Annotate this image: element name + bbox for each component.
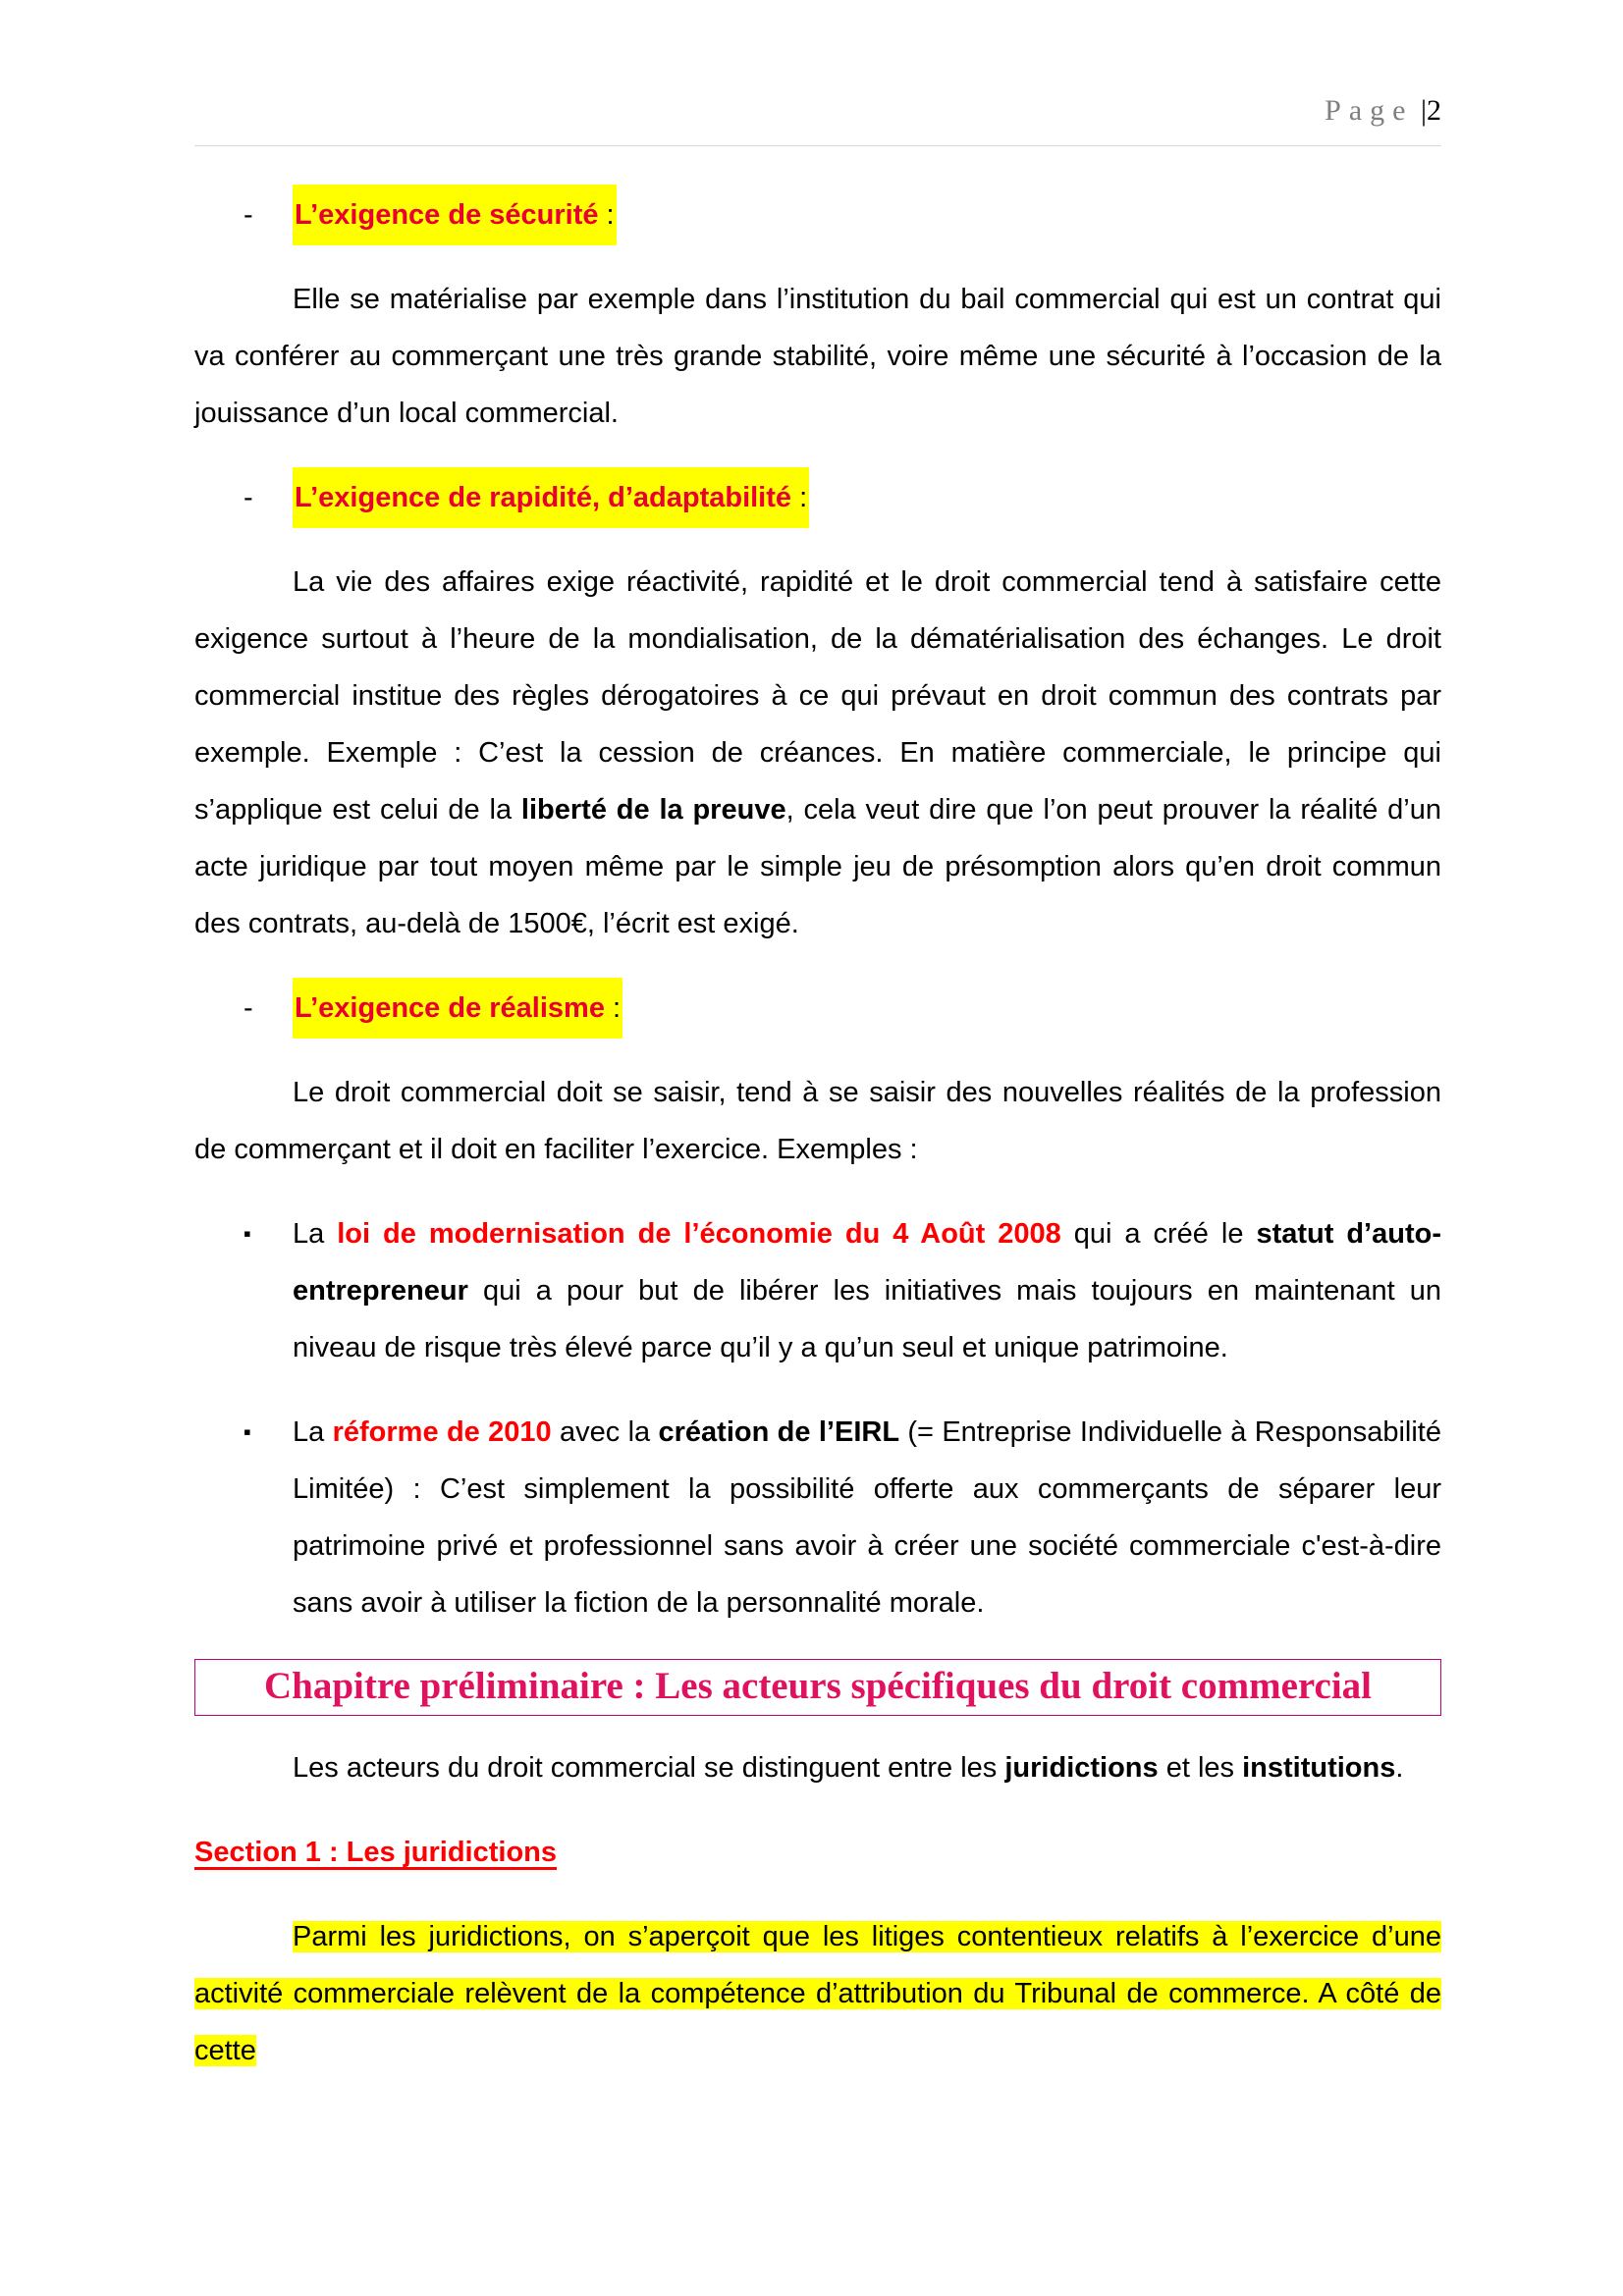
paragraph-juridictions	[194, 1908, 1441, 2079]
text-run: La	[293, 1416, 333, 1448]
heading-title: L’exigence de réalisme	[295, 992, 605, 1024]
page-separator: |	[1420, 94, 1427, 127]
section-title: Section 1 : Les juridictions	[194, 1837, 558, 1868]
text-run: La vie des affaires exige réactivité, rapidité et le droit commercial tend à satisfaire cette exigence surtout à l’heure de la mondialisation, de la dématérialisation des échanges. Le droit commercial institue des règles dérogatoires à ce qui prévaut en droit commun des contrats par exemple. Exemple : C’est la cession de créances. En matière commerciale, le principe qui s’applique est celui de la	[194, 566, 1441, 826]
heading-title: L’exigence de rapidité, d’adaptabilité	[295, 482, 792, 513]
text-run: .	[1395, 1752, 1404, 1784]
bullet-text	[293, 1404, 1441, 1631]
red-term: réforme de 2010	[332, 1416, 552, 1448]
bullet-square-icon: ▪	[243, 1419, 251, 1444]
heading-highlight	[293, 978, 622, 1039]
text-run: Les acteurs du droit commercial se distinguent entre les	[293, 1752, 1005, 1784]
text-run: La	[293, 1218, 338, 1250]
bullet-item-loi-2008	[194, 1205, 1441, 1376]
text-run: qui a créé le	[1060, 1218, 1257, 1250]
heading-rapidite	[194, 469, 1441, 526]
page-number: 2	[1427, 94, 1441, 127]
bold-term: statut d’auto-entrepreneur	[293, 1218, 1441, 1307]
heading-highlight	[293, 467, 809, 528]
paragraph-realisme: Le droit commercial doit se saisir, tend à se saisir des nouvelles réalités de la profession de commerçant et il doit en faciliter l’exercice. Exemples :	[194, 1077, 1441, 1165]
bold-term: création de l’EIRL	[658, 1416, 900, 1448]
heading-dash: -	[243, 199, 253, 231]
heading-suffix: :	[791, 482, 808, 513]
heading-dash: -	[243, 482, 253, 513]
text-run: avec la	[551, 1416, 659, 1448]
paragraph-securite: Elle se matérialise par exemple dans l’institution du bail commercial qui est un contrat qui va conférer au commerçant une très grande stabilité, voire même une sécurité à l’occasion de la jouissance d’un local commercial.	[194, 284, 1441, 429]
heading-suffix: :	[604, 992, 622, 1024]
page-header	[194, 94, 1441, 146]
highlighted-text: Parmi les juridictions, on s’aperçoit que les litiges contentieux relatifs à l’exercice d’une activité commerciale relèvent de la compétence d’attribution du Tribunal de commerce. A côté de cette	[194, 1921, 1441, 2066]
bullet-text	[293, 1205, 1441, 1376]
heading-dash: -	[243, 992, 253, 1024]
bold-term: liberté de la preuve	[520, 794, 786, 826]
paragraph-acteurs	[194, 1739, 1441, 1796]
text-run: et les	[1158, 1752, 1243, 1784]
heading-realisme	[194, 980, 1441, 1037]
heading-suffix: :	[598, 199, 615, 231]
bullet-square-icon: ▪	[243, 1221, 251, 1246]
text-run: (= Entreprise Individuelle à Responsabilité Limitée) : C’est simplement la possibilité offerte aux commerçants de séparer leur patrimoine privé et professionnel sans avoir à créer une société commerciale c'est-à-dire sans avoir à utiliser la fiction de la personnalité morale.	[293, 1416, 1441, 1619]
paragraph-rapidite	[194, 554, 1441, 952]
text-run: qui a pour but de libérer les initiatives mais toujours en maintenant un niveau de risque très élevé parce qu’il y a qu’un seul et unique patrimoine.	[293, 1275, 1441, 1363]
document-body	[194, 187, 1441, 2079]
heading-title: L’exigence de sécurité	[295, 199, 599, 231]
page-word: Page	[1325, 94, 1414, 127]
bold-term: institutions	[1242, 1752, 1396, 1784]
heading-highlight	[293, 185, 617, 245]
bold-term: juridictions	[1004, 1752, 1159, 1784]
red-term: loi de modernisation de l’économie du 4 Août 2008	[337, 1218, 1061, 1250]
chapter-title: Chapitre préliminaire : Les acteurs spécifiques du droit commercial	[194, 1659, 1441, 1716]
bullet-item-reforme-2010	[194, 1404, 1441, 1631]
text-run: , cela veut dire que l’on peut prouver la réalité d’un acte juridique par tout moyen même par le simple jeu de présomption alors qu’en droit commun des contrats, au-delà de 1500€, l’écrit est exigé.	[194, 794, 1442, 939]
heading-securite	[194, 187, 1441, 243]
